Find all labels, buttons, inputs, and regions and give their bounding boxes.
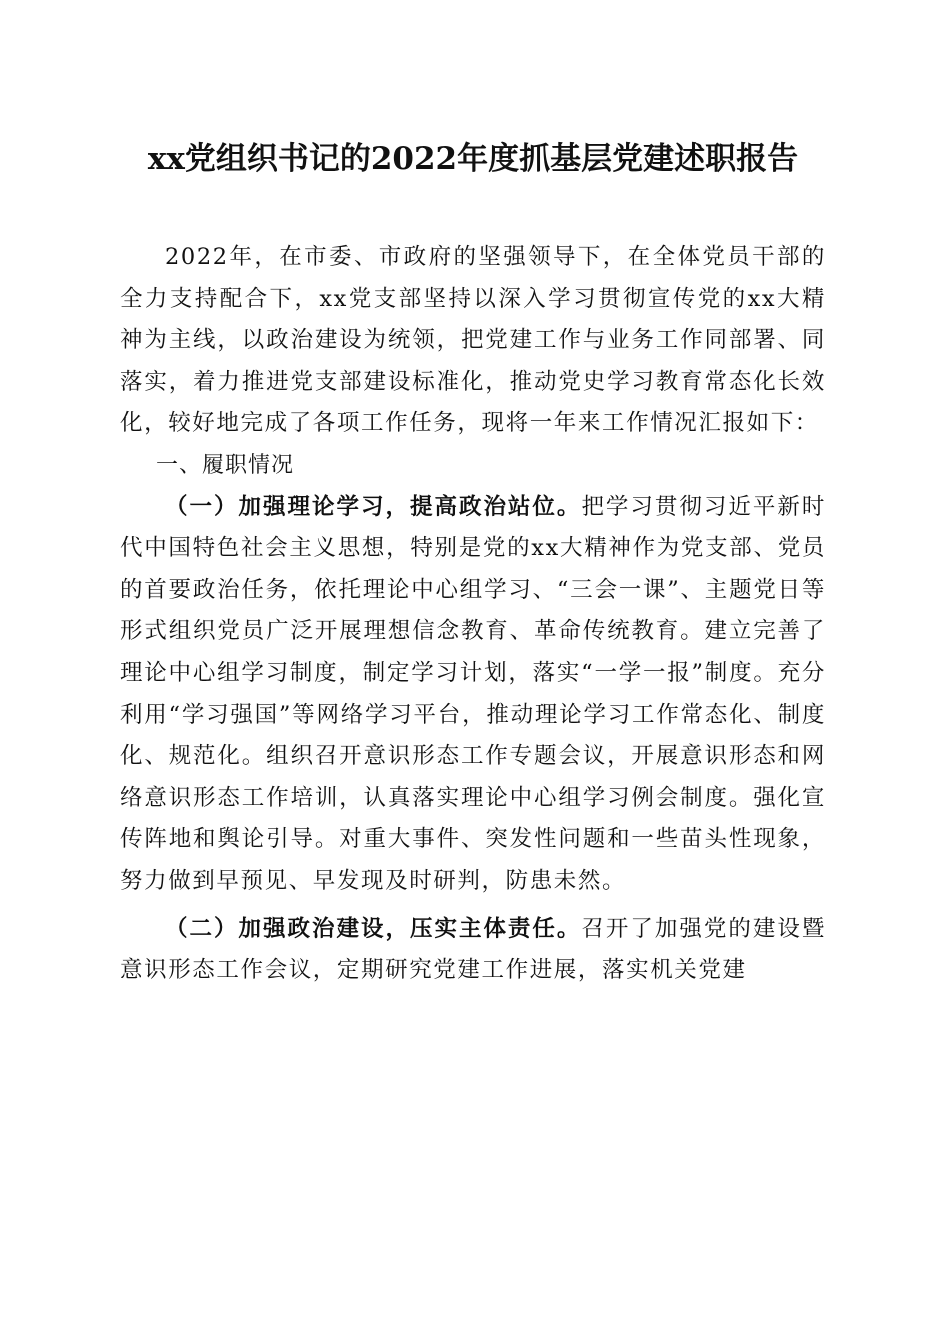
document-title: xx党组织书记的2022年度抓基层党建述职报告 bbox=[147, 141, 799, 177]
document-body bbox=[120, 237, 826, 992]
section-item-2-text: 召开了加强党的建设暨意识形态工作会议，定期研究党建工作进展，落实机关党建 bbox=[120, 915, 826, 984]
document-page bbox=[120, 138, 826, 992]
section-item-1-lead: （一）加强理论学习，提高政治站位。 bbox=[165, 493, 582, 520]
section-heading: 一、履职情况 bbox=[156, 452, 295, 478]
section-item-2 bbox=[120, 909, 826, 992]
section-item-1-text: 把学习贯彻习近平新时代中国特色社会主义思想，特别是党的xx大精神作为党支部、党员的首要政治任务，依托理论中心组学习、“三会一课”、主题党日等形式组织党员广泛开展理想信念教育、革命传统教育。建立完善了理论中心组学习制度，制定学习计划，落实“一学一报”制度。充分利用“学习强国”等网络学习平台，推动理论学习工作常态化、制度化、规范化。组织召开意识形态工作专题会议，开展意识形态和网络意识形态工作培训，认真落实理论中心组学习例会制度。强化宣传阵地和舆论引导。对重大事件、突发性问题和一些苗头性现象，努力做到早预见、早发现及时研判，防患未然。 bbox=[120, 493, 826, 894]
section-item-2-lead: （二）加强政治建设，压实主体责任。 bbox=[165, 915, 582, 942]
intro-paragraph: 2022年，在市委、市政府的坚强领导下，在全体党员干部的全力支持配合下，xx党支部坚持以深入学习贯彻宣传党的xx大精神为主线，以政治建设为统领，把党建工作与业务工作同部署、同落实，着力推进党支部建设标准化，推动党史学习教育常态化长效化，较好地完成了各项工作任务，现将一年来工作情况汇报如下： bbox=[120, 244, 826, 437]
section-item-1 bbox=[120, 487, 826, 903]
